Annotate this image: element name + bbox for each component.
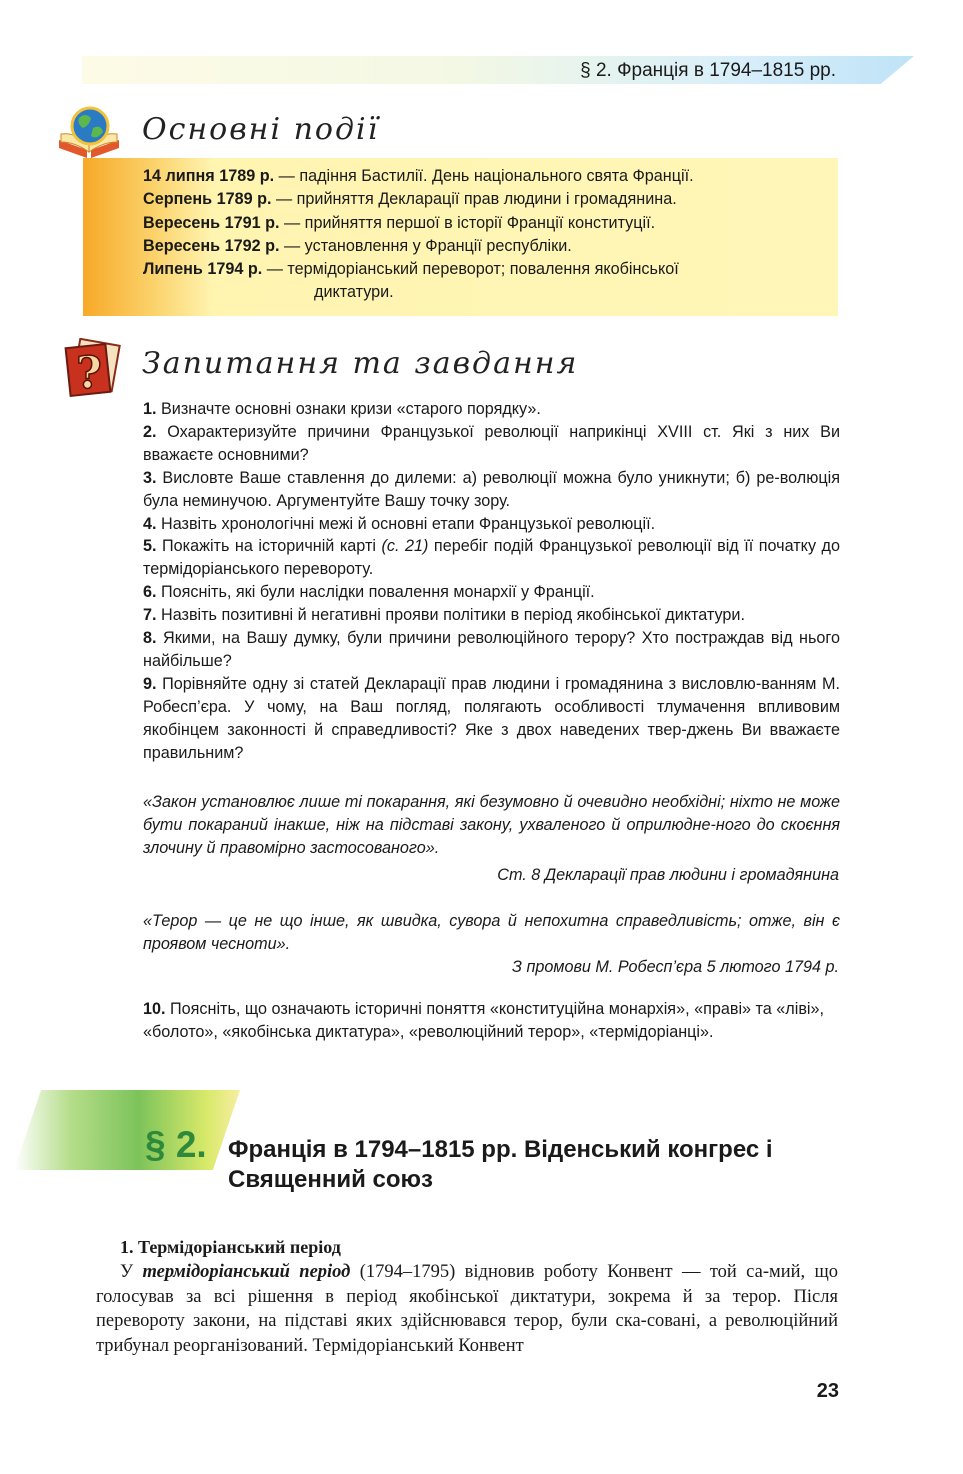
event-item <box>143 188 833 211</box>
event-item <box>143 258 833 281</box>
question-text-continued: перебіг подій Французької революції від її початку до термідоріанського перевороту. <box>143 537 841 579</box>
question-number: 8. <box>143 629 157 648</box>
event-item <box>143 165 833 188</box>
question-number: 10. <box>143 1000 166 1018</box>
event-date: Серпень 1789 р. <box>143 190 272 209</box>
question-number: 6. <box>143 583 157 602</box>
event-item <box>143 212 833 235</box>
question-text: Якими, на Вашу думку, були причини революційного терору? Хто постраждав від нього найбільше? <box>143 629 840 670</box>
question-item <box>143 398 840 421</box>
question-number: 5. <box>143 537 157 556</box>
event-item <box>143 235 833 258</box>
question-text: Поясніть, що означають історичні поняття «конституційна монархія», «праві» та «ліві», «болото», «якобінська диктатура», «революційний терор», «термідоріанці». <box>143 1000 825 1041</box>
subsection-heading: 1. Термідоріанський період <box>120 1237 341 1257</box>
question-item <box>143 673 840 765</box>
globe-book-icon <box>55 104 125 160</box>
event-text-continued: диктатури. <box>314 283 394 302</box>
question-text: Покажіть на історичній карті <box>156 537 376 556</box>
question-text: Порівняйте одну зі статей Декларації прав людини і громадянина з висловлю-ванням М. Робесп’єра. У чому, на Ваш погляд, полягають особливості тлумачення впливовим якобінцем законності й справедливості? Яке з двох наведених твер-джень Ви вважаєте правильним? <box>143 674 840 762</box>
question-mark-icon <box>62 338 122 400</box>
event-text: — прийняття Декларації прав людини і громадянина. <box>271 190 677 209</box>
questions-list <box>143 398 840 765</box>
event-text: — прийняття першої в історії Франції конституції. <box>279 213 656 232</box>
paragraph-title: Франція в 1794–1815 рр. Віденський конгрес і Священний союз <box>228 1136 773 1193</box>
event-text: — установлення у Франції республіки. <box>279 236 572 255</box>
question-item <box>143 581 840 604</box>
body-paragraph <box>96 1260 838 1358</box>
page-number: 23 <box>816 1380 839 1402</box>
question-number: 3. <box>143 468 157 487</box>
question-text: Охарактеризуйте причини Французької революції наприкінці XVIII ст. Які з них Ви вважаєте основними? <box>143 422 840 464</box>
questions-section-title: Запитання та завдання <box>142 346 579 381</box>
question-text: Поясніть, які були наслідки повалення монархії у Франції. <box>156 583 595 602</box>
question-number: 2. <box>143 422 157 441</box>
quote-declaration-source: Ст. 8 Декларації прав людини і громадянина <box>497 866 839 884</box>
body-text-rest: (1794–1795) відновив роботу Конвент — той са-мий, що голосував за всі рішення в період якобінської диктатури, зокрема й за терор. Після перевороту закони, на підставі яких здійснювався терор, були ска-совані, а революційний трибунал реорганізований. Термідоріанський Конвент <box>96 1262 838 1356</box>
event-date: Вересень 1791 р. <box>143 213 280 232</box>
event-date: Липень 1794 р. <box>143 260 263 279</box>
svg-text:?: ? <box>76 348 102 399</box>
question-item <box>143 604 840 627</box>
quote-robespierre: «Терор — це не що інше, як швидка, сувора й непохитна справедливість; отже, він є проявом чесноти». <box>143 912 840 953</box>
quote-declaration: «Закон установлює лише ті покарання, які безумовно й очевидно необхідні; ніхто не може бути покараний інакше, ніж на підставі закону, ухваленого й оприлюдне-ного до скоєння злочину й правомірно застосованого». <box>143 793 840 857</box>
question-text: Назвіть хронологічні межі й основні етапи Французької революції. <box>156 514 656 533</box>
question-item <box>143 467 840 513</box>
key-term: термідоріанський період <box>142 1262 351 1282</box>
event-date: Вересень 1792 р. <box>143 236 280 255</box>
question-item <box>143 998 840 1044</box>
question-text: Назвіть позитивні й негативні прояви політики в період якобінської диктатури. <box>156 606 745 625</box>
running-header-title: § 2. Франція в 1794–1815 рр. <box>580 60 836 81</box>
body-text-start: У <box>120 1262 143 1282</box>
question-number: 4. <box>143 514 157 533</box>
question-item <box>143 421 840 467</box>
question-number: 9. <box>143 674 157 693</box>
question-item <box>143 627 840 673</box>
events-list <box>143 165 833 305</box>
question-item <box>143 513 840 536</box>
question-text: Визначте основні ознаки кризи «старого порядку». <box>156 400 541 418</box>
events-section-title: Основні події <box>142 112 380 147</box>
map-page-reference: (с. 21) <box>381 537 429 556</box>
event-text: — термідоріанський переворот; повалення якобінської <box>262 260 679 279</box>
question-number: 7. <box>143 606 157 625</box>
event-text: — падіння Бастилії. День національного свята Франції. <box>274 167 694 185</box>
quote-robespierre-source: З промови М. Робесп’єра 5 лютого 1794 р. <box>512 958 839 976</box>
question-number: 1. <box>143 400 157 418</box>
event-date: 14 липня 1789 р. <box>143 167 275 185</box>
paragraph-number: § 2. <box>145 1124 207 1165</box>
question-item <box>143 535 840 581</box>
question-text: Висловте Ваше ставлення до дилеми: а) революції можна було уникнути; б) ре-волюція була неминучою. Аргументуйте Вашу точку зору. <box>143 468 840 510</box>
